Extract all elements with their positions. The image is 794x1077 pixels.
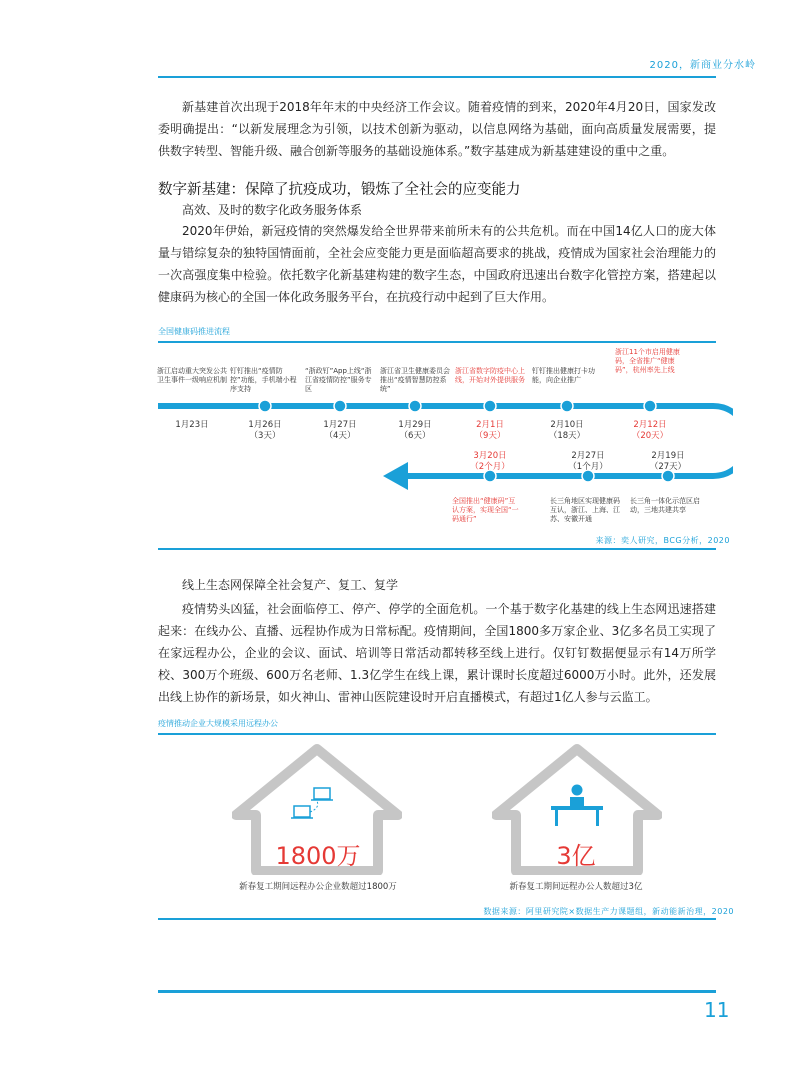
remote-workers-caption: 新春复工期间远程办公人数超过3亿 <box>509 882 643 892</box>
subheading-gov-services: 高效、及时的数字化政务服务体系 <box>182 203 363 217</box>
figure-bottom-rule-2 <box>158 918 716 920</box>
timeline-duration: （1个月） <box>568 462 608 472</box>
timeline-event-text: 长三角一体化示范区启动，三地共建共享 <box>630 497 700 514</box>
timeline-node <box>334 400 346 412</box>
figure-title-health-code: 全国健康码推进流程 <box>158 327 230 336</box>
running-header: 2020，新商业分水岭 <box>649 60 756 71</box>
paragraph-remote-work: 疫情势头凶猛，社会面临停工、停产、停学的全面危机。一个基于数字化基建的线上生态网迅速搭建起来：在线办公、直播、远程协作成为日常标配。疫情期间，全国1800多万家企业、3亿多名员工实现了在家远程办公，企业的会议、面试、培训等日常活动都转移至线上进行。仅钉钉数据便显示有14万所学校、300万个班级、600万名老师、1.3亿学生在线上课，累计课时长度超过6000万小时。此外，还发展出线上协作的新场景，如火神山、雷神山医院建设时开启直播模式，有超过1亿人参与云监工。 <box>158 602 716 704</box>
figure-bottom-rule <box>158 548 716 550</box>
timeline-node <box>259 400 271 412</box>
timeline-duration: （6天） <box>399 431 431 441</box>
timeline-date: 2月27日 <box>571 451 605 461</box>
timeline-date: 2月12日 <box>633 420 667 430</box>
timeline-duration: （3天） <box>249 431 281 441</box>
timeline-node <box>484 400 496 412</box>
timeline-event-text: 长三角地区实现健康码互认，浙江、上海、江苏、安徽开通 <box>550 497 620 523</box>
timeline-event-text: 浙江启动重大突发公共卫生事件一级响应机制 <box>157 367 227 384</box>
remote-companies-caption: 新春复工期间远程办公企业数超过1800万 <box>239 882 397 892</box>
remote-workers-value: 3亿 <box>556 842 596 870</box>
subheading-online-ecosystem: 线上生态网保障全社会复产、复工、复学 <box>182 578 399 592</box>
header-divider <box>158 76 716 78</box>
timeline-duration: （20天） <box>631 431 669 441</box>
timeline-node <box>561 400 573 412</box>
paragraph-health-code: 2020年伊始，新冠疫情的突然爆发给全世界带来前所未有的公共危机。而在中国14亿人口的庞大体量与错综复杂的独特国情面前，全社会应变能力更是面临超高要求的挑战，疫情成为国家社会治理能力的一次高强度集中检验。依托数字化新基建构建的数字生态，中国政府迅速出台数字化管控方案，搭建起以健康码为核心的全国一体化政务服务平台，在抗疫行动中起到了巨大作用。 <box>158 224 716 304</box>
timeline-date: 1月27日 <box>323 420 357 430</box>
timeline-event-text: 浙江11个市启用健康码，全省推广“健康码”，杭州率先上线 <box>615 348 680 374</box>
timeline-date: 1月26日 <box>248 420 282 430</box>
timeline-node <box>644 400 656 412</box>
timeline-date: 1月29日 <box>398 420 432 430</box>
timeline-duration: （2个月） <box>470 462 510 472</box>
figure-top-rule <box>158 341 716 343</box>
timeline-date: 3月20日 <box>473 451 507 461</box>
laptop-icon <box>290 784 346 824</box>
timeline-node <box>409 400 421 412</box>
timeline-event-text: 浙江省卫生健康委员会推出“疫情智慧防控系统” <box>380 367 450 393</box>
section-heading: 数字新基建：保障了抗疫成功，锻炼了全社会的应变能力 <box>158 182 521 198</box>
figure-title-remote-work: 疫情推动企业大规模采用远程办公 <box>158 719 278 728</box>
timeline-event-text: 钉钉推出健康打卡功能，向企业推广 <box>532 367 595 384</box>
timeline-event-text: 全国推出“健康码”互认方案，实现全国“一码通行” <box>452 497 519 523</box>
page-number: 11 <box>704 998 730 1022</box>
figure-source-remote-work: 数据来源：阿里研究院×数据生产力课题组，新动能新治理，2020 <box>483 907 734 916</box>
timeline-date: 2月19日 <box>651 451 685 461</box>
timeline-event-text: 钉钉推出“疫情防控”功能，手机端小程序支持 <box>230 367 297 393</box>
timeline-track <box>158 392 733 502</box>
figure-source-health-code: 来源：奕人研究，BCG分析，2020 <box>595 536 730 545</box>
remote-companies-value: 1800万 <box>275 842 361 870</box>
timeline-duration: （9天） <box>474 431 506 441</box>
timeline-date: 1月23日 <box>175 420 209 430</box>
intro-paragraph: 新基建首次出现于2018年年末的中央经济工作会议。随着疫情的到来，2020年4月20日，国家发改委明确提出：“以新发展理念为引领，以技术创新为驱动，以信息网络为基础，面向高质量发展需要，提供数字转型、智能升级、融合创新等服务的基础设施体系。”数字基建成为新基建建设的重中之重。 <box>158 100 716 158</box>
timeline-date: 2月1日 <box>476 420 504 430</box>
desk-worker-icon <box>548 782 606 828</box>
footer-rule <box>158 990 716 993</box>
figure-top-rule-2 <box>158 733 716 735</box>
timeline-event-text: 浙江省数字防疫中心上线，开始对外提供服务 <box>455 367 525 384</box>
timeline-duration: （27天） <box>649 462 687 472</box>
timeline-event-text: “浙政钉”App上线“浙江省疫情防控”服务专区 <box>305 367 372 393</box>
timeline-date: 2月10日 <box>550 420 584 430</box>
timeline-duration: （4天） <box>324 431 356 441</box>
timeline-duration: （18天） <box>548 431 586 441</box>
